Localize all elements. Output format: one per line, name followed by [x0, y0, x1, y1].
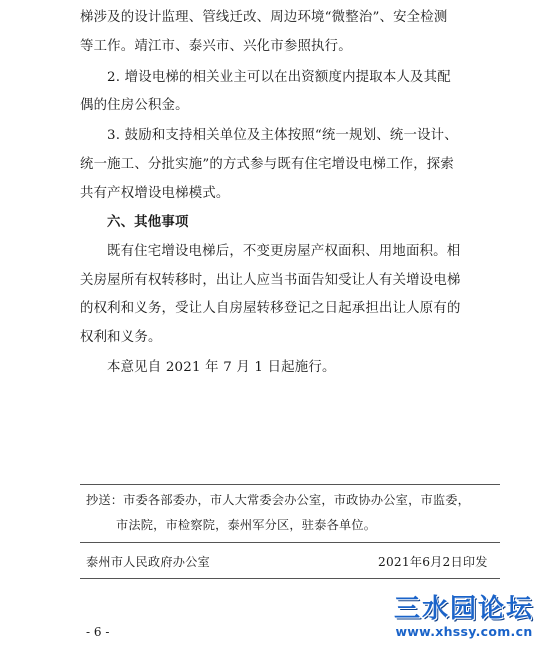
section-line-3: 的权利和义务，受让人自房屋转移登记之日起承担出让人原有的: [80, 301, 461, 316]
watermark-title: 三水园论坛: [393, 594, 534, 624]
body-line-3: 2. 增设电梯的相关业主可以在出资额度内提取本人及其配: [107, 70, 451, 85]
watermark-logo: [376, 588, 552, 648]
body-line-7: 共有产权增设电梯模式。: [80, 186, 230, 201]
body-line-2: 等工作。靖江市、泰兴市、兴化市参照执行。: [80, 39, 352, 54]
cc-line-1: 抄送：市委各部委办，市人大常委会办公室，市政协办公室，市监委，: [86, 493, 471, 507]
section-line-4: 权利和义务。: [80, 330, 162, 345]
watermark-url: www.xhssy.com.cn: [395, 624, 533, 639]
issuer: 泰州市人民政府办公室: [86, 555, 210, 569]
body-line-1: 梯涉及的设计监理、管线迁改、周边环境“微整治”、安全检测: [80, 10, 448, 25]
body-line-6: 统一施工、分批实施”的方式参与既有住宅增设电梯工作，探索: [80, 157, 454, 172]
section-line-1: 既有住宅增设电梯后，不变更房屋产权面积、用地面积。相: [107, 244, 461, 259]
page-number: - 6 -: [86, 625, 110, 639]
effective-date-line: 本意见自 2021 年 7 月 1 日起施行。: [107, 360, 336, 375]
footer-rule-bottom: [80, 578, 500, 579]
cc-line-2: 市法院，市检察院，泰州军分区，驻泰各单位。: [116, 518, 377, 532]
footer-rule-middle: [80, 542, 500, 543]
footer-rule-top: [80, 484, 500, 485]
body-line-4: 偶的住房公积金。: [80, 98, 189, 113]
body-line-5: 3. 鼓励和支持相关单位及主体按照“统一规划、统一设计、: [107, 128, 458, 143]
section-line-2: 关房屋所有权转移时，出让人应当书面告知受让人有关增设电梯: [80, 273, 461, 288]
section-heading: 六、其他事项: [107, 215, 189, 230]
print-date: 2021年6月2日印发: [378, 555, 488, 569]
